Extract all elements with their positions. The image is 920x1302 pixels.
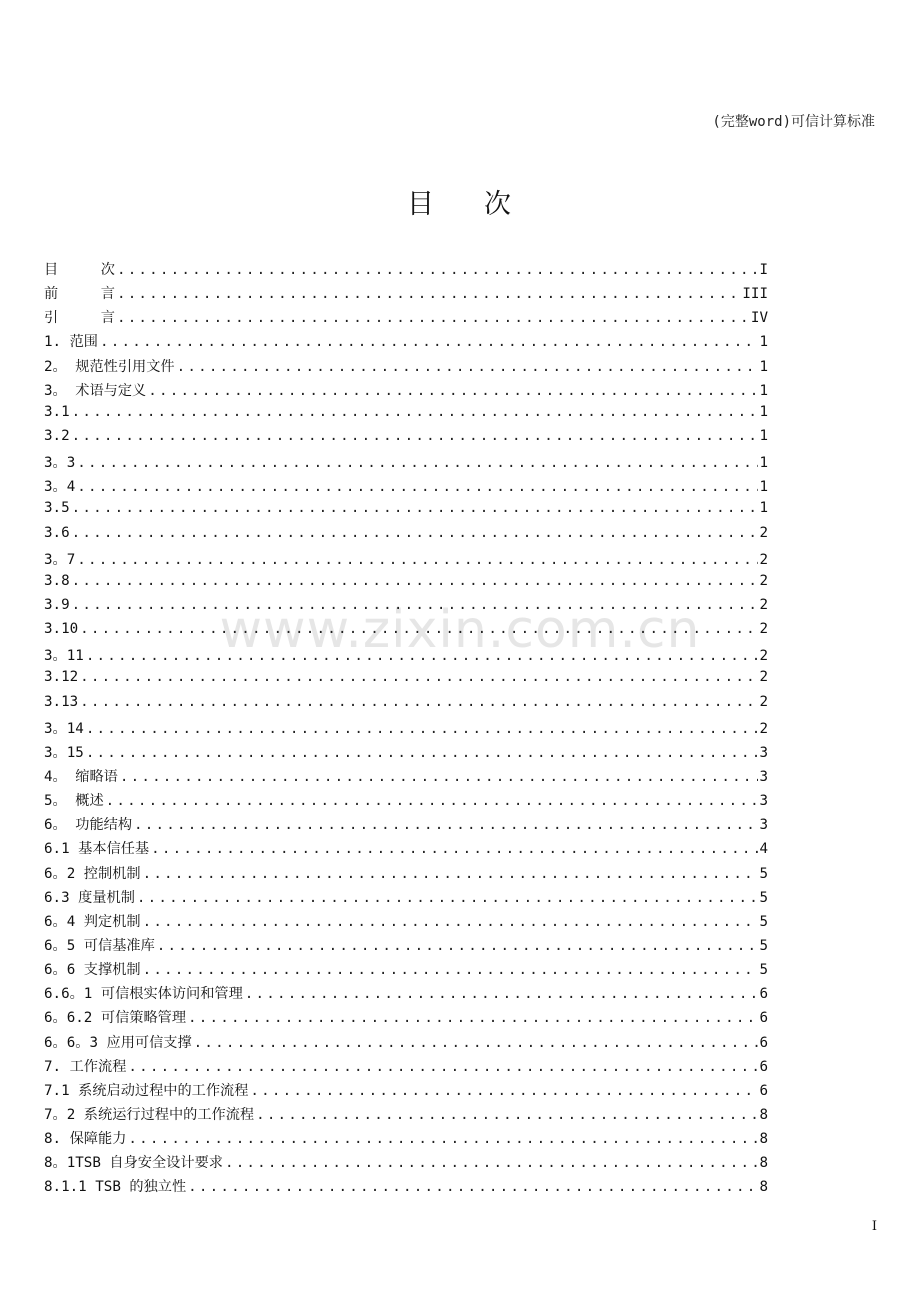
- toc-entry[interactable]: [44, 404, 768, 428]
- toc-entry-page: 1: [759, 427, 768, 444]
- toc-entry-label: 3。7: [44, 551, 76, 568]
- toc-entry[interactable]: [44, 1032, 768, 1056]
- toc-entry-page: 8: [759, 1106, 768, 1123]
- toc-entry[interactable]: [44, 838, 768, 862]
- toc-entry[interactable]: [44, 742, 768, 766]
- toc-dot-leader: [80, 694, 758, 710]
- toc-entry-page: 2: [759, 669, 768, 686]
- toc-entry-page: 3: [759, 768, 768, 785]
- toc-entry-page: 8: [759, 1155, 768, 1172]
- toc-dot-leader: [157, 938, 759, 954]
- toc-entry-label: 3。15: [44, 744, 84, 761]
- table-of-contents: [44, 259, 768, 1200]
- toc-entry-page: 6: [759, 1058, 768, 1075]
- toc-entry[interactable]: [44, 814, 768, 838]
- toc-title-char-1: 目: [407, 189, 436, 220]
- page-number: I: [871, 1219, 877, 1234]
- toc-entry-label: 7。2 系统运行过程中的工作流程: [44, 1106, 255, 1123]
- toc-entry-page: 3: [759, 817, 768, 834]
- toc-entry[interactable]: [44, 669, 768, 693]
- toc-entry-page: 6: [759, 1010, 768, 1027]
- toc-entry[interactable]: [44, 428, 768, 452]
- toc-dot-leader: [143, 914, 759, 930]
- toc-dot-leader: [128, 1059, 758, 1075]
- toc-entry-label: 2。 规范性引用文件: [44, 358, 175, 375]
- toc-entry-page: 4: [759, 841, 768, 858]
- toc-dot-leader: [120, 769, 759, 785]
- toc-dot-leader: [86, 745, 759, 761]
- toc-dot-leader: [80, 621, 758, 637]
- toc-entry-label: 6。5 可信基准库: [44, 937, 155, 954]
- toc-dot-leader: [100, 334, 758, 350]
- toc-entry-label: 引 言: [44, 310, 115, 327]
- toc-entry-page: 6: [759, 1034, 768, 1051]
- toc-entry-label: 8。1TSB 自身安全设计要求: [44, 1155, 223, 1172]
- toc-entry-label: 3.13: [44, 693, 79, 710]
- toc-entry[interactable]: [44, 1056, 768, 1080]
- toc-dot-leader: [256, 1107, 758, 1123]
- toc-entry[interactable]: [44, 1176, 768, 1200]
- toc-entry-page: 1: [759, 334, 768, 351]
- toc-entry-page: 5: [759, 962, 768, 979]
- toc-entry[interactable]: [44, 790, 768, 814]
- toc-entry[interactable]: [44, 935, 768, 959]
- toc-entry-page: 3: [759, 793, 768, 810]
- toc-entry[interactable]: [44, 1007, 768, 1031]
- toc-entry-page: 6: [759, 986, 768, 1003]
- toc-entry-page: III: [742, 286, 768, 303]
- toc-dot-leader: [143, 962, 759, 978]
- toc-title: [0, 182, 920, 221]
- toc-dot-leader: [72, 500, 759, 516]
- toc-entry-page: 2: [759, 720, 768, 737]
- toc-entry-label: 3.10: [44, 621, 79, 638]
- toc-entry[interactable]: [44, 1128, 768, 1152]
- toc-dot-leader: [80, 669, 758, 685]
- toc-entry-label: 3.9: [44, 596, 70, 613]
- toc-dot-leader: [117, 310, 750, 326]
- toc-entry[interactable]: [44, 573, 768, 597]
- toc-dot-leader: [245, 986, 759, 1002]
- toc-dot-leader: [148, 383, 758, 399]
- toc-dot-leader: [77, 479, 758, 495]
- toc-dot-leader: [77, 552, 758, 568]
- toc-entry-label: 7.1 系统启动过程中的工作流程: [44, 1082, 249, 1099]
- toc-entry-label: 6。6。3 应用可信支撑: [44, 1034, 192, 1051]
- toc-entry-page: 5: [759, 889, 768, 906]
- toc-entry[interactable]: [44, 525, 768, 549]
- toc-entry-label: 前 言: [44, 286, 115, 303]
- toc-entry[interactable]: [44, 694, 768, 718]
- toc-entry[interactable]: [44, 718, 768, 742]
- toc-dot-leader: [106, 793, 759, 809]
- toc-entry-label: 6。 功能结构: [44, 817, 133, 834]
- toc-entry-page: 5: [759, 865, 768, 882]
- toc-entry-label: 6。6 支撑机制: [44, 962, 141, 979]
- toc-entry[interactable]: [44, 863, 768, 887]
- toc-entry-label: 3。14: [44, 720, 84, 737]
- toc-entry[interactable]: [44, 452, 768, 476]
- toc-entry[interactable]: [44, 911, 768, 935]
- toc-dot-leader: [72, 404, 759, 420]
- toc-dot-leader: [72, 525, 759, 541]
- toc-entry-page: 5: [759, 913, 768, 930]
- toc-entry-label: 6。4 判定机制: [44, 913, 141, 930]
- toc-entry-label: 6。2 控制机制: [44, 865, 141, 882]
- toc-entry[interactable]: [44, 259, 768, 283]
- toc-entry[interactable]: [44, 500, 768, 524]
- toc-dot-leader: [137, 890, 759, 906]
- toc-dot-leader: [250, 1083, 758, 1099]
- toc-entry-label: 3.8: [44, 572, 70, 589]
- toc-entry-label: 3.5: [44, 500, 70, 517]
- toc-entry[interactable]: [44, 283, 768, 307]
- toc-entry-label: 3.6: [44, 524, 70, 541]
- toc-entry-label: 5。 概述: [44, 793, 104, 810]
- toc-entry-page: 2: [759, 693, 768, 710]
- toc-entry-label: 8.1.1 TSB 的独立性: [44, 1179, 187, 1196]
- toc-dot-leader: [188, 1179, 758, 1195]
- toc-entry-page: 1: [759, 455, 768, 472]
- toc-entry[interactable]: [44, 887, 768, 911]
- toc-entry[interactable]: [44, 356, 768, 380]
- toc-dot-leader: [225, 1155, 759, 1171]
- toc-entry-label: 6.6。1 可信根实体访问和管理: [44, 986, 243, 1003]
- toc-dot-leader: [177, 359, 759, 375]
- toc-entry[interactable]: [44, 766, 768, 790]
- toc-entry[interactable]: [44, 331, 768, 355]
- toc-entry-page: 2: [759, 551, 768, 568]
- toc-entry-page: 1: [759, 479, 768, 496]
- toc-dot-leader: [128, 1131, 758, 1147]
- toc-entry-page: 6: [759, 1082, 768, 1099]
- toc-entry-label: 4。 缩略语: [44, 768, 118, 785]
- document-header-note: (完整word)可信计算标准: [712, 114, 875, 130]
- toc-dot-leader: [72, 573, 759, 589]
- toc-entry[interactable]: [44, 307, 768, 331]
- toc-entry-label: 8. 保障能力: [44, 1131, 127, 1148]
- toc-entry[interactable]: [44, 597, 768, 621]
- toc-entry[interactable]: [44, 1104, 768, 1128]
- toc-entry[interactable]: [44, 621, 768, 645]
- toc-entry-page: IV: [750, 310, 768, 327]
- toc-entry-label: 6.1 基本信任基: [44, 841, 150, 858]
- toc-entry[interactable]: [44, 380, 768, 404]
- toc-entry-page: 1: [759, 358, 768, 375]
- toc-dot-leader: [143, 866, 759, 882]
- toc-entry-label: 3。 术语与定义: [44, 382, 147, 399]
- toc-entry-page: 1: [759, 500, 768, 517]
- toc-entry-page: 3: [759, 744, 768, 761]
- toc-entry-page: I: [759, 262, 768, 278]
- toc-entry[interactable]: [44, 959, 768, 983]
- toc-entry-page: 5: [759, 937, 768, 954]
- toc-entry[interactable]: [44, 476, 768, 500]
- toc-entry-label: 6.3 度量机制: [44, 889, 135, 906]
- toc-entry-label: 6。6.2 可信策略管理: [44, 1010, 187, 1027]
- toc-dot-leader: [194, 1035, 759, 1051]
- toc-title-char-2: 次: [484, 189, 513, 220]
- toc-entry-page: 1: [759, 382, 768, 399]
- toc-entry-label: 目 次: [44, 262, 115, 278]
- toc-dot-leader: [77, 455, 758, 471]
- toc-entry-label: 3。11: [44, 648, 84, 665]
- toc-entry-label: 3。4: [44, 479, 76, 496]
- toc-entry-label: 3.1: [44, 403, 70, 420]
- toc-entry-page: 8: [759, 1131, 768, 1148]
- toc-dot-leader: [117, 286, 741, 302]
- toc-entry[interactable]: [44, 983, 768, 1007]
- toc-dot-leader: [72, 428, 759, 444]
- toc-entry-label: 3。3: [44, 455, 76, 472]
- watermark: www.zixin.com.cn: [219, 600, 701, 660]
- toc-entry-label: 1. 范围: [44, 334, 98, 351]
- toc-dot-leader: [117, 262, 759, 278]
- toc-entry-label: 3.2: [44, 427, 70, 444]
- toc-dot-leader: [134, 817, 758, 833]
- toc-entry-label: 7. 工作流程: [44, 1058, 127, 1075]
- toc-entry-label: 3.12: [44, 669, 79, 686]
- toc-entry[interactable]: [44, 549, 768, 573]
- toc-entry-page: 2: [759, 596, 768, 613]
- toc-dot-leader: [86, 721, 759, 737]
- toc-entry-page: 8: [759, 1179, 768, 1196]
- toc-entry-page: 2: [759, 572, 768, 589]
- toc-entry[interactable]: [44, 1080, 768, 1104]
- toc-entry[interactable]: [44, 645, 768, 669]
- toc-dot-leader: [86, 648, 759, 664]
- toc-entry-page: 2: [759, 621, 768, 638]
- toc-entry-page: 2: [759, 524, 768, 541]
- toc-dot-leader: [151, 841, 758, 857]
- toc-dot-leader: [188, 1010, 758, 1026]
- toc-entry-page: 2: [759, 648, 768, 665]
- toc-entry[interactable]: [44, 1152, 768, 1176]
- toc-entry-page: 1: [759, 403, 768, 420]
- toc-dot-leader: [72, 597, 759, 613]
